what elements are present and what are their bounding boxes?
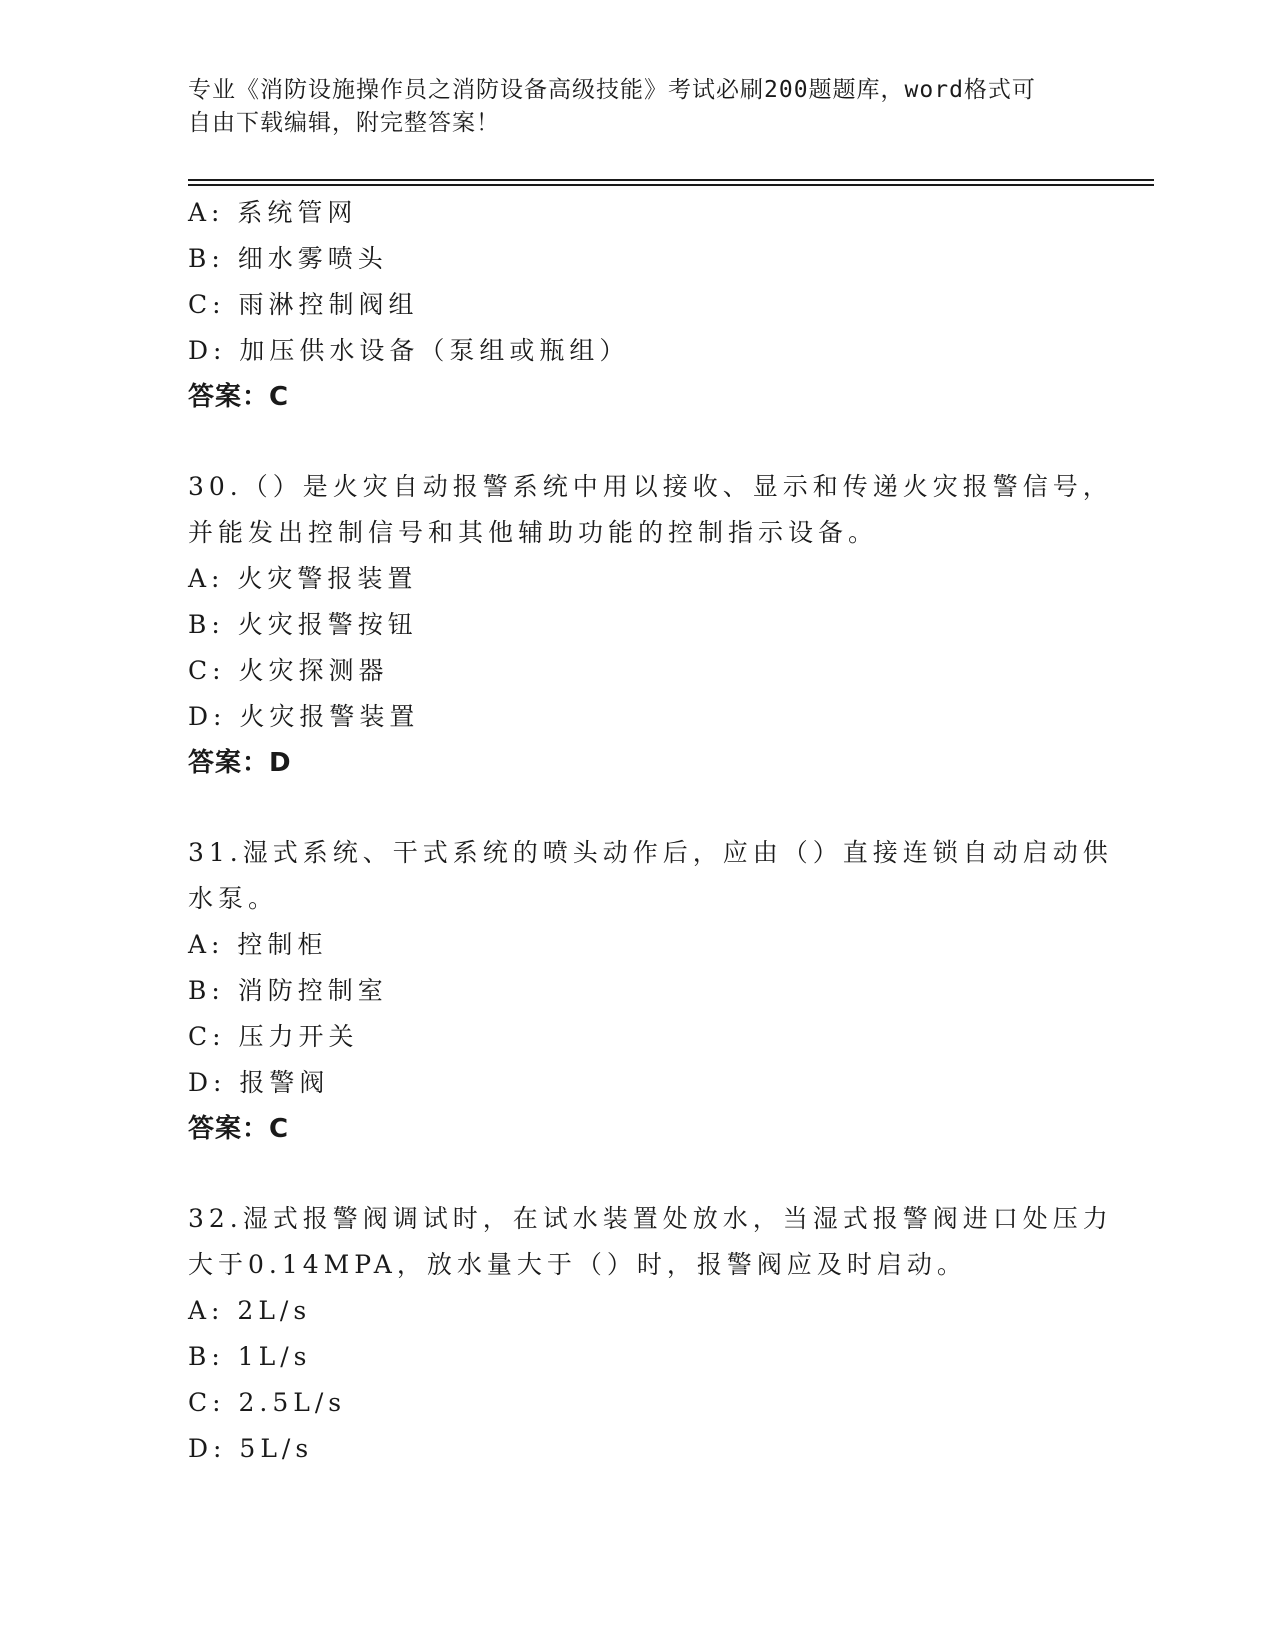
question-spacer (188, 786, 1088, 830)
option-d: D: 报警阀 (188, 1068, 330, 1097)
option-a: A: 控制柜 (188, 930, 328, 959)
header-line-1: 专业《消防设施操作员之消防设备高级技能》考试必刷200题题库，word格式可 (188, 77, 1036, 103)
option-b: B: 细水雾喷头 (188, 244, 388, 273)
question-stem-line-2: 并能发出控制信号和其他辅助功能的控制指示设备。 (188, 518, 879, 547)
question-31 (188, 830, 1113, 1152)
question-stem (188, 1196, 1113, 1288)
option-d: D: 加压供水设备（泵组或瓶组） (188, 336, 630, 365)
question-32 (188, 1196, 1113, 1472)
document-header (188, 74, 1088, 140)
answer-label: 答案：C (188, 1114, 290, 1144)
header-divider-top (188, 179, 1154, 181)
question-stem-line-1: 32.湿式报警阀调试时，在试水装置处放水，当湿式报警阀进口处压力 (188, 1204, 1113, 1233)
option-c: C: 2.5L/s (188, 1388, 347, 1417)
question-stem-line-1: 31.湿式系统、干式系统的喷头动作后，应由（）直接连锁自动启动供 (188, 838, 1113, 867)
option-a: A: 2L/s (188, 1296, 312, 1325)
question-30 (188, 464, 1113, 786)
option-d: D: 火灾报警装置 (188, 702, 420, 731)
option-b: B: 1L/s (188, 1342, 312, 1371)
answer-label: 答案：C (188, 382, 290, 412)
question-stem-line-2: 大于0.14MPA，放水量大于（）时，报警阀应及时启动。 (188, 1250, 967, 1279)
question-stem (188, 464, 1113, 556)
question-list (188, 190, 1113, 1472)
option-c: C: 压力开关 (188, 1022, 359, 1051)
question-spacer (188, 420, 1088, 464)
option-b: B: 消防控制室 (188, 976, 388, 1005)
question-stem (188, 830, 1113, 922)
option-b: B: 火灾报警按钮 (188, 610, 418, 639)
option-c: C: 雨淋控制阀组 (188, 290, 419, 319)
option-c: C: 火灾探测器 (188, 656, 389, 685)
option-d: D: 5L/s (188, 1434, 314, 1463)
question-stem-line-1: 30.（）是火灾自动报警系统中用以接收、显示和传递火灾报警信号， (188, 472, 1113, 501)
answer-label: 答案：D (188, 748, 292, 778)
header-divider-bottom (188, 184, 1154, 186)
option-a: A: 火灾警报装置 (188, 564, 418, 593)
option-a: A: 系统管网 (188, 198, 358, 227)
question-spacer (188, 1152, 1088, 1196)
question-stem-line-2: 水泵。 (188, 884, 279, 913)
question-29 (188, 190, 1088, 420)
header-line-2: 自由下载编辑，附完整答案！ (188, 110, 500, 136)
